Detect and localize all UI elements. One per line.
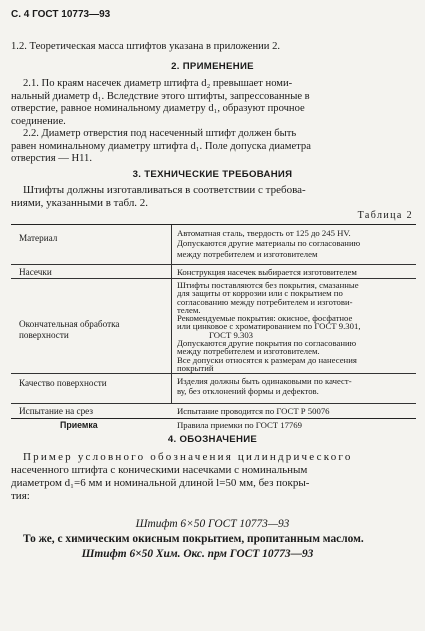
paragraph-1-2: 1.2. Теоретическая масса штифтов указана в приложении 2. — [11, 41, 281, 52]
text-line: ниями, указанными в табл. 2. — [11, 197, 149, 209]
text-line: телем. — [177, 304, 201, 315]
text-line: равен номинальному диаметру штифта d₁. Поле допуска диаметра — [11, 140, 311, 152]
designation-example-1: Штифт 6×50 ГОСТ 10773—93 — [135, 518, 290, 530]
table-cell-value — [177, 228, 413, 259]
text-line: или цинковое с хроматированием по ГОСТ 9.301, — [177, 321, 361, 332]
text-line: Штифты должны изготавливаться в соответствии с требова- — [23, 184, 306, 196]
acceptance-label: Приемка — [60, 420, 98, 430]
text-line: ГОСТ 9.303 — [209, 329, 254, 340]
text-line: диаметром d₁=6 мм и номинальной длиной l=50 мм, без покры- — [11, 477, 310, 489]
text-line: Конструкция насечек выбирается изготовителем — [177, 267, 357, 277]
text-line: соединение. — [11, 115, 66, 127]
example-paragraph — [11, 451, 417, 503]
text-line: покрытий — [177, 362, 214, 373]
text-line: Окончательная обработка — [19, 319, 120, 329]
text-line: Рекомендуемые покрытия: окисное, фосфатное — [177, 313, 353, 324]
section-3-title: 3. ТЕХНИЧЕСКИЕ ТРЕБОВАНИЯ — [132, 169, 293, 180]
table-caption: Таблица 2 — [357, 210, 413, 221]
text-line: между потребителем и изготовителем — [177, 248, 318, 259]
designation-example-2: Штифт 6×50 Хим. Окс. прм ГОСТ 10773—93 — [81, 548, 314, 560]
text-line: Штифты поставляются без покрытия, смазанные — [177, 280, 359, 290]
text-line: для защиты от коррозии или с покрытием по — [177, 288, 343, 299]
paragraph-3-intro — [11, 184, 417, 210]
text-line: Пример условного обозначения цилиндрического — [23, 451, 353, 463]
requirements-table — [11, 224, 416, 419]
text-line: Допускаются другие материалы по согласованию — [177, 238, 361, 249]
table-cell-value — [177, 267, 413, 277]
text-line: отверстие, равное номинальному диаметру d₁, образуют прочное — [11, 103, 305, 115]
same-with-coating-line: То же, с химическим окисным покрытием, пропитанным маслом. — [23, 533, 364, 545]
text-line: 2.1. По краям насечек диаметр штифта d₂ превышает номи- — [23, 78, 293, 89]
section-2-title: 2. ПРИМЕНЕНИЕ — [171, 61, 254, 72]
table-column-divider — [171, 225, 172, 403]
table-cell-label: Качество поверхности — [19, 378, 107, 388]
text-line: насеченного штифта с коническими насечками с номинальным — [11, 464, 308, 476]
page-header: С. 4 ГОСТ 10773—93 — [11, 9, 111, 20]
table-cell-value — [177, 376, 413, 397]
text-line: Допускаются другие покрытия по согласованию — [177, 338, 357, 349]
text-line: тия: — [11, 490, 30, 502]
paragraph-2-2 — [11, 128, 417, 166]
acceptance-value: Правила приемки по ГОСТ 17769 — [177, 420, 302, 430]
table-row-divider — [11, 373, 416, 374]
table-cell-label: Насечки — [19, 267, 52, 277]
section-4-title: 4. ОБОЗНАЧЕНИЕ — [167, 434, 258, 445]
table-row-divider — [11, 403, 416, 404]
text-line: ву, без отклонений формы и дефектов. — [177, 386, 319, 397]
text-line: Автоматная сталь, твердость от 125 до 245 HV. — [177, 228, 351, 238]
table-row-divider — [11, 278, 416, 279]
text-line: 2.2. Диаметр отверстия под насеченный штифт должен быть — [23, 128, 297, 139]
table-cell-label: Испытание на срез — [19, 406, 93, 416]
table-row-divider — [11, 264, 416, 265]
text-line: нальный диаметр d₁. Вследствие этого штифты, запрессованные в — [11, 90, 310, 102]
table-cell-label: Материал — [19, 233, 58, 243]
text-line: поверхности — [19, 330, 69, 340]
text-line: между потребителем и изготовителем. — [177, 346, 320, 357]
text-line: Испытание проводится по ГОСТ Р 50076 — [177, 406, 330, 416]
table-cell-value — [177, 406, 413, 416]
table-cell-value — [177, 281, 413, 372]
text-line: отверстия — H11. — [11, 153, 92, 165]
text-line: согласованию между потребителем и изготови- — [177, 296, 353, 307]
paragraph-2-1 — [11, 78, 417, 128]
table-cell-label — [19, 319, 120, 341]
text-line: Изделия должны быть одинаковыми по качест- — [177, 376, 352, 386]
text-line: Все допуски относятся к размерам до нанесения — [177, 354, 357, 365]
